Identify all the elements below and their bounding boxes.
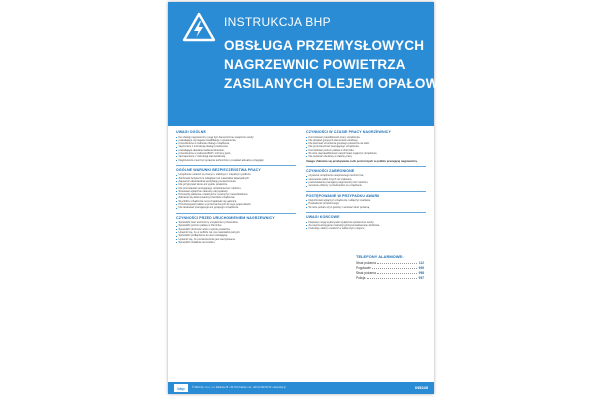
list-item: zaznajomione z instrukcją stanowiskową. [176,155,296,158]
section [176,130,296,162]
section [306,191,426,209]
list-item: Kontrolować poziom paliwa w zbiorniku. [306,149,426,152]
dot-leader [377,271,417,274]
list-item: W razie pożaru użyć gaśnicy i wezwać straż pożarną. [306,206,426,209]
poster-footer [168,382,434,394]
list-item: Urządzenie ustawić na równym, stabilnym i niepalnym podłożu. [176,173,296,176]
list-item: Sprawdzić podłączenie do sieci zasilającej. [176,234,296,237]
phone-label: Straż pożarna [356,271,376,275]
section-list [176,221,296,244]
section [176,165,296,210]
list-item: Upewnić się, że pomieszczenie jest wentylowane. [176,238,296,241]
dot-leader [372,266,417,269]
phone-label: Pogotowie [356,266,371,270]
section-list [306,174,426,187]
phone-label: Policja [356,276,366,280]
list-item: Zapewnić odpowiednią wentylację pomieszczenia. [176,180,296,183]
section-note: Uwaga: Zabrania się przebywania osób postronnych w pobliżu pracującej nagrzewnicy. [306,159,418,163]
title-line-2: NAGRZEWNIC POWIETRZA [224,57,406,72]
poster-title [224,36,460,93]
section-title: CZYNNOŚCI W CZASIE PRACY NAGRZEWNICY [306,130,391,134]
list-item: przeszkolone w zakresie obsługi urządzenia, [176,142,296,145]
list-item: Naprawy mogą wykonywać wyłącznie uprawnione osoby. [306,221,426,224]
phone-number: 999 [418,266,424,270]
list-item: Sprawdzić poziom paliwa w zbiorniku. [176,224,296,227]
phones-title: TELEFONY ALARMOWE: [356,254,404,259]
list-item: Powiadomić przełożonego. [306,202,426,205]
section [306,212,426,230]
list-item: Natychmiast wyłączyć urządzenie i odłączyć zasilanie. [306,199,426,202]
list-item: Sprawdzić działanie termostatu. [176,241,296,244]
section-list [176,173,296,209]
brand-label: INSTRUKCJA BHP [224,15,331,29]
list-item: posiadające aktualne badania lekarskie, [176,149,296,152]
list-item: zapoznane z instrukcją obsługi producenta, [176,145,296,148]
title-line-1: OBSŁUGA PRZEMYSŁOWYCH [224,38,425,53]
instruction-poster [168,2,460,394]
section-list [176,136,296,162]
product-code: IN5245 [415,385,428,390]
list-item: Za nieprzestrzeganie instrukcji grożą konsekwencje służbowe. [306,224,426,227]
right-column [306,130,426,233]
section-title: UWAGI OGÓLNE [176,130,206,134]
phone-label: Straż pożarna [356,261,376,265]
section-list [306,199,426,209]
list-item: Sprawdzić drożność wlotu i wylotu powietrza. [176,228,296,231]
poster-body [168,126,434,380]
list-item: posiadające wymagane kwalifikacje i uprawnienia, [176,139,296,142]
list-item: Nie przykrywać wlotu ani wylotu powietrza. [176,183,296,186]
emergency-phones [306,254,424,281]
list-item: Nie tankować pracującego ani gorącego urządzenia. [176,206,296,209]
list-item: stosowanie paliw innych niż zalecane, [306,178,426,181]
list-item: Nie dotykać gorących elementów obudowy. [306,139,426,142]
list-item: W pobliżu urządzenia musi znajdować się gaśnica. [176,200,296,203]
list-item: Nie przemieszczać pracującego urządzenia. [306,145,426,148]
section [306,166,426,188]
list-item: Upewnić się, że w pobliżu nie ma materiałów palnych. [176,231,296,234]
section-title: CZYNNOŚCI ZABRONIONE [306,168,355,173]
list-item: Nie kierować strumienia gorącego powietrza na ludzi. [306,142,426,145]
list-item: Zabrania się dokonywania przeróbek urządzenia. [176,196,296,199]
list-item: W razie nieprawidłowości natychmiast wyłączyć urządzenie. [306,152,426,155]
section [306,130,426,163]
list-item: Przechowywać paliwo w przeznaczonych do tego pojemnikach. [176,203,296,206]
poster-header [168,2,460,126]
phone-row [356,276,424,281]
title-line-3: ZASILANYCH OLEJEM OPAŁOWYM [224,76,460,91]
list-item: Nie otwierać obudowy w trakcie pracy. [306,155,426,158]
list-item: pozostawianie pracującej nagrzewnicy bez nadzoru, [306,181,426,184]
footer-text: © 2024 Sp. z o.o. • ul. Zabłocie 25 • 30-701 Kraków • tel. +48 12 000 00 00 • www.bhp.pl [192,386,286,389]
section [176,213,296,245]
list-item: Zachować bezpieczne odległości od materiałów łatwopalnych. [176,177,296,180]
phone-number: 997 [418,276,424,280]
list-item: używanie urządzenia niesprawnego technicznie, [306,174,426,177]
section-title: UWAGI KOŃCOWE [306,215,340,220]
dot-leader [377,261,417,264]
phone-number: 112 [418,261,424,265]
section-title: OGÓLNE WARUNKI BEZPIECZEŃSTWA PRACY [176,167,261,172]
list-item: przeszkolone w zakresie BHP i ochrony ppoż., [176,152,296,155]
list-item: Przewody paliwowe i elektryczne muszą być nieuszkodzone. [176,193,296,196]
list-item: Sprawdzić stan techniczny urządzenia i przewodów. [176,221,296,224]
list-item: Nie pozostawiać pracującego urządzenia bez nadzoru. [176,187,296,190]
list-item: Stosować wyłącznie zalecany olej opałowy. [176,190,296,193]
list-item: Kontrolować prawidłowość pracy urządzenia. [306,136,426,139]
high-voltage-warning-icon [182,12,216,42]
section-list [306,136,426,159]
company-logo: bhp [174,384,188,392]
list-item: Instrukcję należy umieścić w widocznym miejscu. [306,227,426,230]
dot-leader [367,276,417,279]
left-column [176,130,296,247]
section-title: POSTĘPOWANIE W PRZYPADKU AWARII [306,193,380,198]
list-item: suszenie odzieży i przedmiotów na urządzeniu. [306,184,426,187]
section-title: CZYNNOŚCI PRZED URUCHOMIENIEM NAGRZEWNICY [176,215,275,220]
section-list [306,221,426,231]
list-item: Do obsługi nagrzewnicy mogą być dopuszczone wyłącznie osoby: [176,136,296,139]
list-item: Nagrzewnica musi być sprawna technicznie i posiadać aktualne przeglądy. [176,159,296,162]
phone-number: 998 [418,271,424,275]
